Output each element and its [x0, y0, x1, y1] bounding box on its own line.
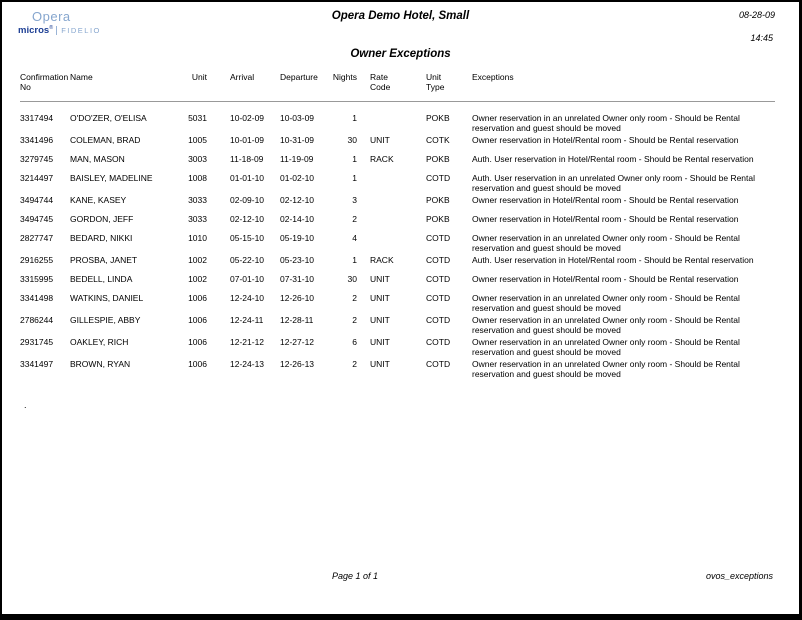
col-header-arrival: [207, 72, 280, 102]
report-title: Owner Exceptions: [350, 48, 451, 60]
cell-confirmation-no: 3317494: [20, 113, 54, 123]
cell-arrival: 02-12-10: [230, 214, 265, 224]
cell-unit: 1006: [188, 315, 207, 325]
cell-exceptions: Owner reservation in an unrelated Owner only room - Should be Rental reservation and guest should be moved: [472, 337, 740, 357]
cell-name: O'DO'ZER, O'ELISA: [70, 113, 147, 123]
cell-unit-type: POKB: [426, 154, 450, 164]
cell-name: BEDELL, LINDA: [70, 274, 133, 284]
cell-name: GORDON, JEFF: [70, 214, 134, 224]
cell-exceptions: Owner reservation in an unrelated Owner only room - Should be Rental reservation and guest should be moved: [472, 113, 740, 133]
cell-arrival: 05-15-10: [230, 233, 265, 243]
cell-unit-type: POKB: [426, 214, 450, 224]
cell-unit-type: COTD: [426, 274, 451, 284]
print-time: 14:45: [750, 33, 773, 43]
col-header-exceptions: [472, 72, 775, 102]
hotel-name-title: Opera Demo Hotel, Small: [331, 10, 470, 22]
registered-trademark-icon: ®: [49, 25, 54, 31]
cell-unit: 1006: [188, 293, 207, 303]
cell-nights: 3: [352, 195, 357, 205]
cell-departure: 12-26-13: [280, 359, 315, 369]
col-header-line: Name: [70, 72, 93, 82]
col-header-rate-code: [357, 72, 422, 102]
cell-rate-code: UNIT: [370, 274, 390, 284]
cell-rate-code: UNIT: [370, 293, 390, 303]
page-number: Page 1 of 1: [332, 571, 379, 581]
cell-unit: 1006: [188, 337, 207, 347]
table-row: [20, 293, 775, 315]
cell-rate-code: UNIT: [370, 337, 390, 347]
cell-name: KANE, KASEY: [70, 195, 127, 205]
col-header-line: Arrival: [230, 72, 255, 82]
col-header-line: Confirmation: [20, 72, 69, 82]
col-header-line: Code: [370, 82, 391, 92]
cell-name: GILLESPIE, ABBY: [70, 315, 141, 325]
cell-exceptions: Owner reservation in an unrelated Owner only room - Should be Rental reservation and guest should be moved: [472, 315, 740, 335]
cell-confirmation-no: 2931745: [20, 337, 54, 347]
cell-exceptions: Owner reservation in an unrelated Owner only room - Should be Rental reservation and guest should be moved: [472, 293, 740, 313]
cell-unit-type: COTD: [426, 337, 451, 347]
cell-arrival: 10-02-09: [230, 113, 265, 123]
cell-arrival: 12-24-11: [230, 315, 264, 325]
cell-departure: 12-26-10: [280, 293, 315, 303]
col-header-line: Unit: [426, 72, 442, 82]
table-row: [20, 337, 775, 359]
col-header-departure: [280, 72, 330, 102]
table-body: [20, 102, 775, 382]
cell-exceptions: Owner reservation in Hotel/Rental room - Should be Rental reservation: [472, 214, 739, 224]
cell-confirmation-no: 3341497: [20, 359, 54, 369]
cell-nights: 2: [352, 293, 357, 303]
cell-name: WATKINS, DANIEL: [70, 293, 144, 303]
col-header-line: Rate: [370, 72, 388, 82]
table-row: [20, 195, 775, 214]
cell-nights: 2: [352, 315, 357, 325]
table-row: [20, 173, 775, 195]
cell-exceptions: Owner reservation in Hotel/Rental room - Should be Rental reservation: [472, 135, 739, 145]
cell-exceptions: Auth. User reservation in Hotel/Rental room - Should be Rental reservation: [472, 154, 754, 164]
table-header: [20, 72, 775, 102]
cell-arrival: 12-24-10: [230, 293, 265, 303]
cell-unit: 1002: [188, 255, 207, 265]
cell-nights: 1: [352, 154, 357, 164]
cell-unit-type: COTD: [426, 255, 451, 265]
cell-unit-type: POKB: [426, 113, 450, 123]
micros-fidelio-row: [18, 25, 101, 36]
cell-unit: 1010: [188, 233, 207, 243]
cell-confirmation-no: 3214497: [20, 173, 54, 183]
cell-rate-code: UNIT: [370, 315, 390, 325]
col-header-line: Departure: [280, 72, 318, 82]
opera-logo-text: Opera: [32, 9, 71, 24]
col-header-confirmation-no: [20, 72, 70, 102]
cell-departure: 10-03-09: [280, 113, 315, 123]
cell-arrival: 07-01-10: [230, 274, 265, 284]
cell-departure: 07-31-10: [280, 274, 315, 284]
table-row: [20, 102, 775, 136]
cell-rate-code: [357, 233, 422, 255]
col-header-name: [70, 72, 182, 102]
cell-nights: 2: [352, 359, 357, 369]
cell-nights: 6: [352, 337, 357, 347]
cell-departure: 05-23-10: [280, 255, 315, 265]
cell-unit: 1008: [188, 173, 207, 183]
table-row: [20, 233, 775, 255]
cell-confirmation-no: 3494745: [20, 214, 54, 224]
cell-arrival: 05-22-10: [230, 255, 265, 265]
cell-unit-type: COTD: [426, 233, 451, 243]
stray-period-mark: .: [24, 400, 27, 410]
table-row: [20, 359, 775, 381]
cell-name: BEDARD, NIKKI: [70, 233, 133, 243]
cell-rate-code: RACK: [370, 154, 394, 164]
col-header-unit: [182, 72, 207, 102]
cell-name: BAISLEY, MADELINE: [70, 173, 153, 183]
cell-confirmation-no: 3279745: [20, 154, 54, 164]
cell-nights: 30: [347, 274, 357, 284]
table-row: [20, 255, 775, 274]
cell-confirmation-no: 2916255: [20, 255, 54, 265]
cell-exceptions: Auth. User reservation in Hotel/Rental room - Should be Rental reservation: [472, 255, 754, 265]
print-date: 08-28-09: [738, 10, 775, 20]
col-header-line: Nights: [332, 72, 357, 82]
cell-unit-type: POKB: [426, 195, 450, 205]
cell-unit: 3003: [188, 154, 207, 164]
cell-rate-code: [357, 173, 422, 195]
cell-departure: 02-12-10: [280, 195, 315, 205]
cell-unit: 3033: [188, 195, 207, 205]
cell-nights: 1: [352, 173, 357, 183]
cell-unit-type: COTD: [426, 293, 451, 303]
cell-rate-code: [357, 214, 422, 233]
cell-confirmation-no: 2786244: [20, 315, 54, 325]
cell-rate-code: UNIT: [370, 359, 390, 369]
cell-unit-type: COTD: [426, 173, 451, 183]
cell-departure: 12-28-11: [280, 315, 314, 325]
report-file-name: ovos_exceptions: [705, 571, 773, 581]
cell-unit: 3033: [188, 214, 207, 224]
cell-confirmation-no: 2827747: [20, 233, 54, 243]
cell-name: PROSBA, JANET: [70, 255, 138, 265]
table-row: [20, 315, 775, 337]
col-header-line: Type: [426, 82, 445, 92]
table-row: [20, 214, 775, 233]
table-row: [20, 154, 775, 173]
cell-confirmation-no: 3494744: [20, 195, 54, 205]
cell-unit-type: COTD: [426, 359, 451, 369]
cell-departure: 01-02-10: [280, 173, 315, 183]
cell-departure: 12-27-12: [280, 337, 315, 347]
cell-exceptions: Owner reservation in an unrelated Owner only room - Should be Rental reservation and guest should be moved: [472, 359, 740, 379]
cell-unit: 1002: [188, 274, 207, 284]
cell-nights: 2: [352, 214, 357, 224]
cell-departure: 11-19-09: [280, 154, 314, 164]
cell-arrival: 12-21-12: [230, 337, 265, 347]
cell-rate-code: [357, 195, 422, 214]
cell-rate-code: UNIT: [370, 135, 390, 145]
cell-confirmation-no: 3315995: [20, 274, 54, 284]
cell-nights: 4: [352, 233, 357, 243]
micros-logo-text: micros: [18, 25, 50, 36]
cell-departure: 10-31-09: [280, 135, 315, 145]
cell-exceptions: Owner reservation in Hotel/Rental room - Should be Rental reservation: [472, 195, 739, 205]
col-header-nights: [330, 72, 357, 102]
cell-name: MAN, MASON: [70, 154, 125, 164]
fidelio-logo-text: FIDELIO: [56, 26, 101, 35]
cell-unit: 1006: [188, 359, 207, 369]
cell-unit-type: COTK: [426, 135, 450, 145]
cell-unit: 5031: [188, 113, 207, 123]
table-row: [20, 135, 775, 154]
cell-arrival: 02-09-10: [230, 195, 265, 205]
cell-departure: 02-14-10: [280, 214, 315, 224]
cell-arrival: 01-01-10: [230, 173, 265, 183]
cell-name: BROWN, RYAN: [70, 359, 131, 369]
col-header-line: Exceptions: [472, 72, 514, 82]
cell-nights: 30: [347, 135, 357, 145]
cell-exceptions: Owner reservation in Hotel/Rental room - Should be Rental reservation: [472, 274, 739, 284]
cell-nights: 1: [352, 255, 357, 265]
col-header-line: Unit: [191, 72, 207, 82]
cell-departure: 05-19-10: [280, 233, 315, 243]
cell-arrival: 10-01-09: [230, 135, 265, 145]
cell-arrival: 11-18-09: [230, 154, 264, 164]
col-header-line: No: [20, 82, 31, 92]
cell-rate-code: [357, 102, 422, 136]
cell-confirmation-no: 3341496: [20, 135, 54, 145]
cell-name: OAKLEY, RICH: [70, 337, 129, 347]
table-header-row: [20, 72, 775, 102]
cell-exceptions: Owner reservation in an unrelated Owner only room - Should be Rental reservation and guest should be moved: [472, 233, 740, 253]
col-header-unit-type: [422, 72, 472, 102]
cell-nights: 1: [352, 113, 357, 123]
cell-unit: 1005: [188, 135, 207, 145]
cell-unit-type: COTD: [426, 315, 451, 325]
table-row: [20, 274, 775, 293]
owner-exceptions-table: [20, 72, 775, 381]
cell-name: COLEMAN, BRAD: [70, 135, 141, 145]
cell-confirmation-no: 3341498: [20, 293, 54, 303]
cell-arrival: 12-24-13: [230, 359, 265, 369]
cell-exceptions: Auth. User reservation in an unrelated Owner only room - Should be Rental reservation and guest should be moved: [472, 173, 756, 193]
cell-rate-code: RACK: [370, 255, 394, 265]
